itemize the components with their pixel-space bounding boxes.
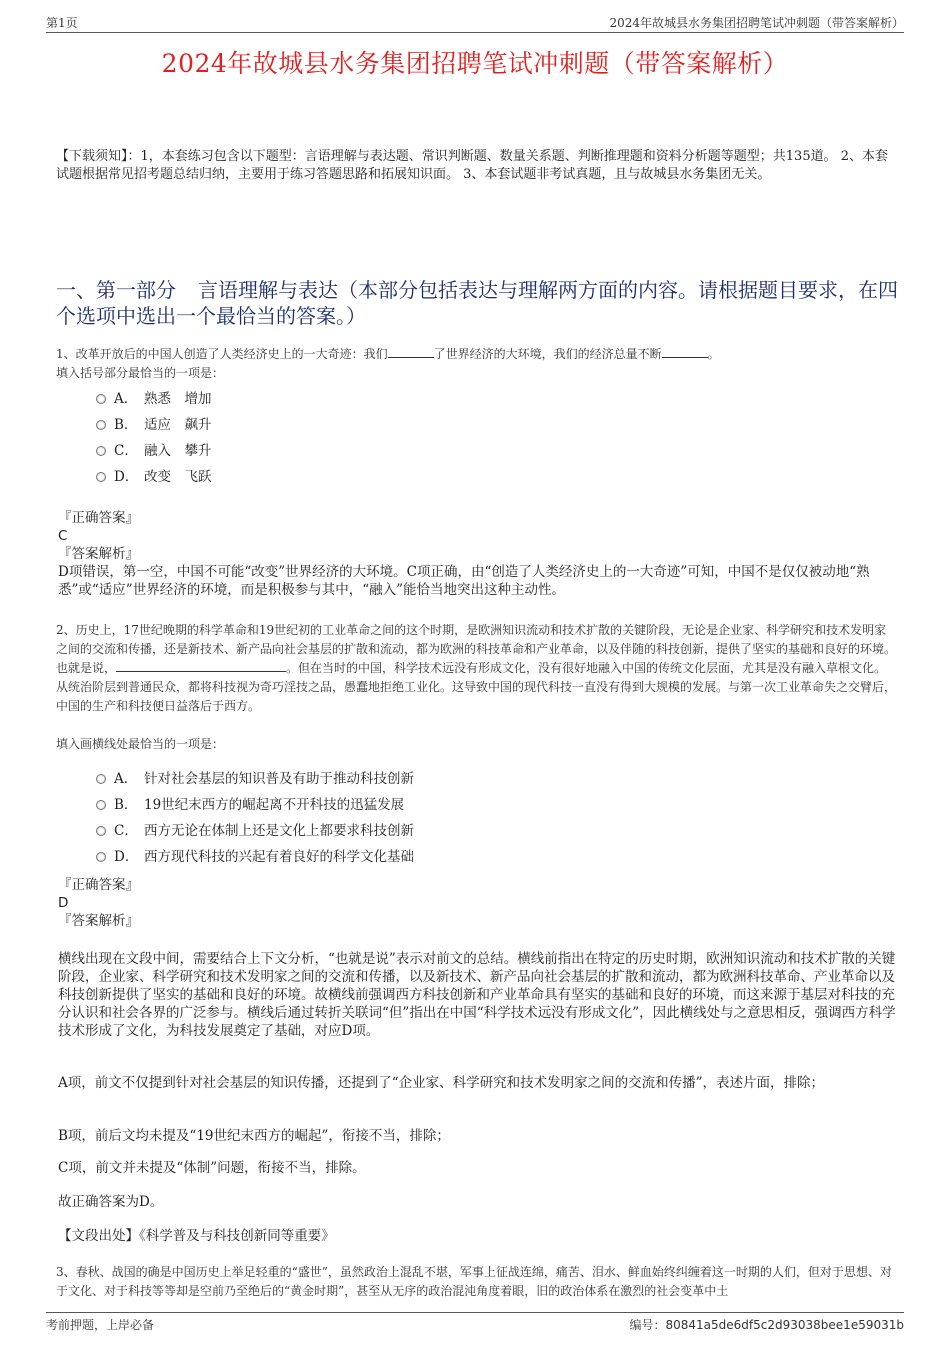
answer-value: C	[58, 528, 68, 544]
answer-label: 『正确答案』	[58, 877, 139, 893]
question-2-prompt: 填入画横线处最恰当的一项是：	[56, 737, 225, 751]
page-number: 第1页	[46, 16, 78, 30]
question-2-answer-block	[58, 876, 898, 930]
option-letter: D．	[114, 849, 139, 865]
option-a[interactable]	[96, 766, 414, 792]
download-notice: 【下载须知】：1，本套练习包含以下题型：言语理解与表达题、常识判断题、数量关系题、判断推理题和资料分析题等题型；共135道。 2、本套试题根据常见招考题总结归纳，主要用于练习答题思路和拓展知识面。 3、本套试题非考试真题，且与故城县水务集团无关。	[56, 149, 888, 182]
option-a[interactable]	[96, 386, 212, 412]
question-1-answer-block	[58, 509, 898, 599]
option-letter: C．	[114, 443, 138, 459]
answer-value: D	[58, 895, 69, 911]
header-doc-title: 2024年故城县水务集团招聘笔试冲刺题（带答案解析）	[609, 16, 904, 30]
option-text: 熟悉 增加	[144, 391, 212, 407]
option-c[interactable]	[96, 438, 212, 464]
analysis-paragraph: A项，前文不仅提到针对社会基层的知识传播，还提到了“企业家、科学研究和技术发明家之间的交流和传播”，表述片面，排除；	[58, 1075, 825, 1091]
question-1-stem-part: 1、改革开放后的中国人创造了人类经济史上的一大奇迹：我们	[56, 347, 388, 361]
radio-icon[interactable]	[96, 472, 106, 482]
section-name: 言语理解与表达（本部分包括表达与理解两方面的内容。请根据题目要求，在四个选项中选出一个最恰当的答案。）	[56, 278, 898, 328]
footer-code-value: 80841a5de6df5c2d93038bee1e59031b	[665, 1318, 904, 1332]
option-text: 融入 攀升	[144, 443, 212, 459]
question-2-stem-part: 2、历史上，17世纪晚期的科学革命和19世纪初的工业革命之间的这个时期，是欧洲知识流动和技术扩散的关键阶段，无论是企业家、科学研究和技术发明家之间的交流和传播，还是新技术、新产品向社会基层的扩散和流动，都为欧洲的科技革命和产业革命，以及伴随的科技创新，提供了坚实的基础和良好的环境。也就是说，	[56, 623, 897, 675]
section-part: 一、第一部分	[56, 278, 176, 302]
radio-icon[interactable]	[96, 852, 106, 862]
option-text: 西方现代科技的兴起有着良好的科学文化基础	[144, 849, 414, 865]
option-letter: A．	[114, 391, 138, 407]
option-letter: B．	[114, 797, 138, 813]
page-footer	[46, 1312, 904, 1333]
question-1-stem-part: 了世界经济的大环境，我们的经济总量不断	[433, 347, 662, 361]
blank-line	[388, 346, 434, 358]
analysis-conclusion: 故正确答案为D。	[58, 1194, 164, 1210]
analysis-paragraph: C项，前文并未提及“体制”问题，衔接不当，排除。	[58, 1160, 366, 1176]
radio-icon[interactable]	[96, 774, 106, 784]
option-text: 适应 飙升	[144, 417, 212, 433]
footer-code	[629, 1316, 904, 1333]
question-1-stem	[56, 345, 898, 383]
option-b[interactable]	[96, 792, 414, 818]
option-text: 针对社会基层的知识普及有助于推动科技创新	[144, 771, 414, 787]
analysis-label: 『答案解析』	[58, 546, 139, 562]
blank-line	[116, 660, 286, 672]
option-d[interactable]	[96, 844, 414, 870]
option-text: 西方无论在体制上还是文化上都要求科技创新	[144, 823, 414, 839]
question-2-options	[96, 766, 414, 870]
option-letter: A．	[114, 771, 138, 787]
option-d[interactable]	[96, 464, 212, 490]
option-letter: D．	[114, 469, 139, 485]
option-text: 改变 飞跃	[144, 469, 212, 485]
question-2-stem-part: 。但在当时的中国，科学技术远没有形成文化，没有很好地融入中国的传统文化层面，尤其是没有融入草根文化。从统治阶层到普通民众，都将科技视为奇巧淫技之品，愚蠢地拒绝工业化。这导致中国的现代科技一直没有得到大规模的发展。与第一次工业革命失之交臂后，中国的生产和科技便日益落后于西方。	[56, 661, 897, 713]
option-b[interactable]	[96, 412, 212, 438]
answer-label: 『正确答案』	[58, 510, 139, 526]
question-2-stem	[56, 621, 898, 716]
analysis-paragraph: 横线出现在文段中间，需要结合上下文分析，“也就是说”表示对前文的总结。横线前指出在特定的历史时期，欧洲知识流动和技术扩散的关键阶段，企业家、科学研究和技术发明家之间的交流和传播，以及新技术、新产品向社会基层的扩散和流动，都为欧洲科技革命、产业革命以及科技创新提供了坚实的基础和良好的环境。故横线前强调西方科技创新和产业革命具有坚实的基础和良好的环境，而这来源于基层对科技的充分认识和社会各界的广泛参与。横线后通过转折关联词“但”指出在中国“科学技术远没有形成文化”，因此横线处与之意思相反，强调西方科学技术形成了文化，为科技发展奠定了基础，对应D项。	[58, 951, 896, 1039]
document-title: 2024年故城县水务集团招聘笔试冲刺题（带答案解析）	[161, 49, 789, 78]
radio-icon[interactable]	[96, 394, 106, 404]
option-text: 19世纪末西方的崛起离不开科技的迅猛发展	[144, 797, 405, 813]
analysis-paragraph: B项，前后文均未提及“19世纪末西方的崛起”，衔接不当，排除；	[58, 1128, 450, 1144]
footer-slogan: 考前押题，上岸必备	[46, 1318, 155, 1332]
blank-line	[662, 346, 708, 358]
option-letter: B．	[114, 417, 138, 433]
page-header	[46, 12, 904, 33]
radio-icon[interactable]	[96, 826, 106, 836]
question-1-options	[96, 386, 212, 490]
question-1-prompt: 填入括号部分最恰当的一项是：	[56, 366, 225, 380]
footer-code-label: 编号：	[629, 1318, 666, 1332]
radio-icon[interactable]	[96, 446, 106, 456]
question-3-stem: 3、春秋、战国的确是中国历史上举足轻重的“盛世”，虽然政治上混乱不堪，军事上征战连绵，痛苦、泪水、鲜血始终纠缠着这一时期的人们，但对于思想、对于文化、对于科技等等却是空前乃至绝后的“黄金时期”，甚至从无序的政治混沌角度着眼，旧的政治体系在激烈的社会变革中土	[56, 1265, 892, 1298]
question-1-stem-part: 。	[707, 347, 720, 361]
passage-source: 【文段出处】《科学普及与科技创新同等重要》	[58, 1228, 335, 1244]
section-heading	[56, 277, 898, 329]
analysis-label: 『答案解析』	[58, 913, 139, 929]
radio-icon[interactable]	[96, 800, 106, 810]
option-c[interactable]	[96, 818, 414, 844]
option-letter: C．	[114, 823, 138, 839]
radio-icon[interactable]	[96, 420, 106, 430]
analysis-text: D项错误，第一空，中国不可能“改变”世界经济的大环境。C项正确，由“创造了人类经济史上的一大奇迹”可知，中国不是仅仅被动地“熟悉”或“适应”世界经济的环境，而是积极参与其中，“融入”能恰当地突出这种主动性。	[58, 564, 870, 598]
